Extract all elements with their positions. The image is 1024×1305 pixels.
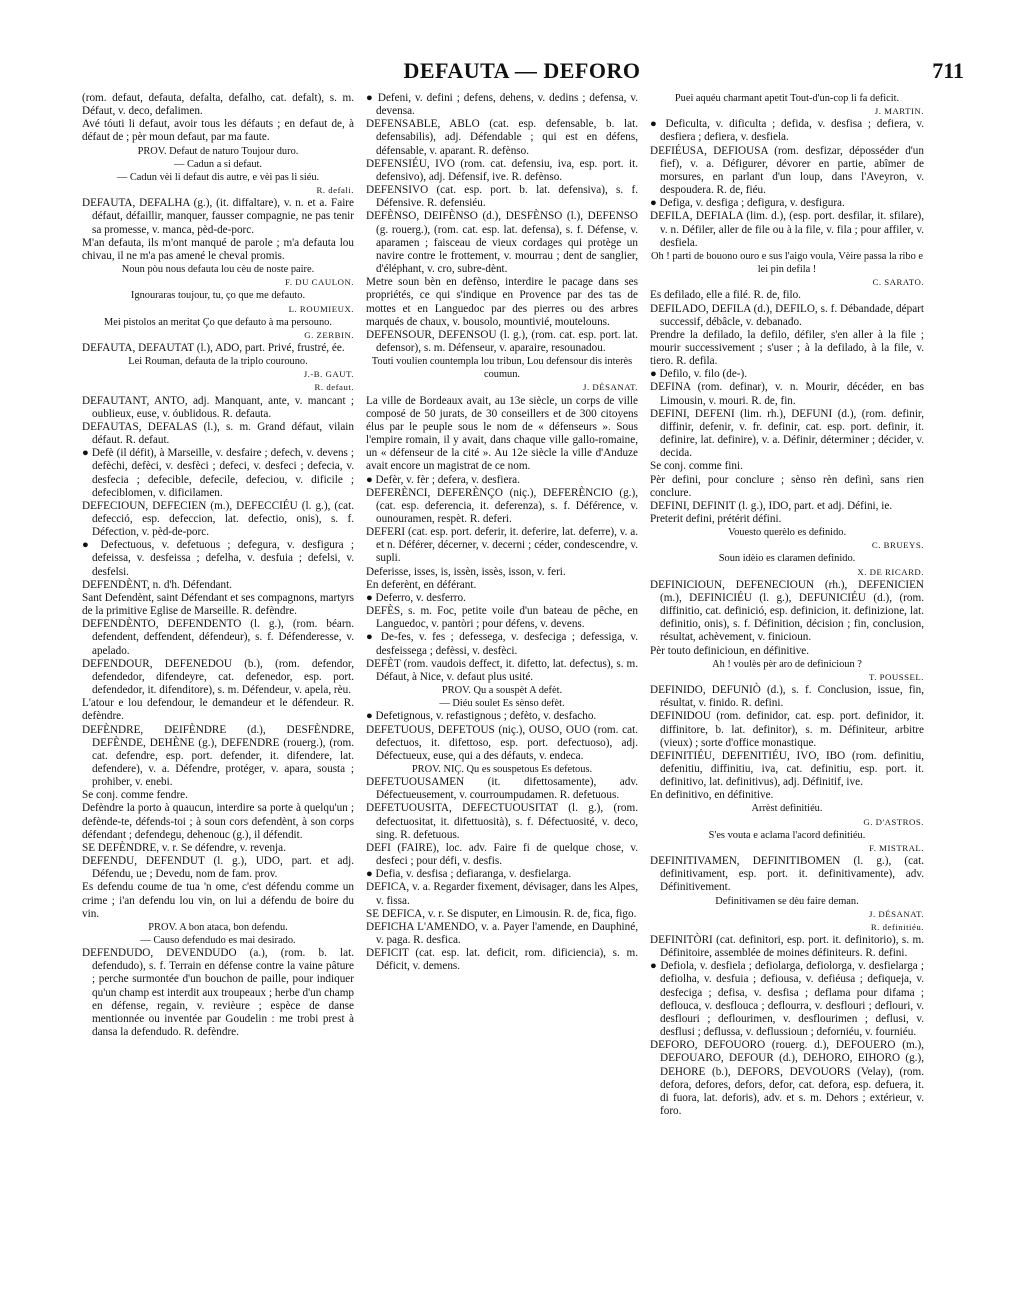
entry-paragraph: DEFICIT (cat. esp. lat. deficit, rom. dificiencia), s. m. Déficit, v. demens.	[366, 947, 638, 973]
entry-paragraph: Pèr defini, pour conclure ; sènso rèn definì, sans rien conclure.	[650, 473, 924, 499]
entry-paragraph: DEFENSIÉU, IVO (rom. cat. defensiu, iva, esp. port. it. defensivo), adj. Défensif, ive. R. defènso.	[366, 157, 638, 183]
entry-paragraph: DEFAUTA, DEFAUTAT (l.), ADO, part. Privé, frustré, ée.	[82, 341, 345, 354]
entry-paragraph: DEFINIDOU (rom. definidor, cat. esp. port. definidor, it. diffinitore, b. lat. definitor), s. m. Définiteur, arbitre (vieux) ; sorte d'office monastique.	[650, 710, 924, 749]
entry-paragraph: ● Defèr, v. fèr ; defera, v. desfiera.	[366, 473, 520, 486]
entry-paragraph: Se conj. comme fini.	[650, 460, 743, 473]
entry-paragraph: DEFERÈNCI, DEFERÈNÇO (niç.), DEFERÈNCIO (g.), (cat. esp. deferencia, it. deferenza), s. f. Déférence, v. ounouramen, respèt. R. deferi.	[366, 486, 638, 525]
entry-paragraph: DEFENSIVO (cat. esp. port. b. lat. defensiva), s. f. Défensive. R. defensiéu.	[366, 184, 638, 210]
entry-paragraph: Mei pistolos an meritat Ço que defauto à ma persouno.	[104, 316, 332, 328]
entry-paragraph: DEFETUOUSITA, DEFECTUOUSITAT (l. g.), (rom. defectuositat, it. difettuosità), s. f. Défectuosité, v. deco, sing. R. defetuous.	[366, 802, 638, 841]
page-number: 711	[932, 58, 964, 83]
text-column-1	[82, 92, 354, 1265]
entry-paragraph: R. defaut.	[314, 382, 354, 393]
entry-paragraph: DEFINA (rom. definar), v. n. Mourir, décéder, en bas Limousin, v. mouri. R. de, fin.	[650, 381, 924, 407]
entry-paragraph: S'es vouta e aclama l'acord definitiéu.	[708, 829, 866, 841]
entry-paragraph: C. SARATO.	[872, 277, 924, 288]
entry-paragraph: Preterit defini, prétérit défini.	[650, 513, 782, 525]
entry-paragraph: DEFAUTA, DEFALHA (g.), (it. diffaltare), v. n. et a. Faire défaut, défaillir, manquer, fausser compagnie, ne pas tenir sa promesse, v. manca, pèd-de-porc.	[82, 197, 354, 236]
entry-paragraph: ● De-fes, v. fes ; defessega, v. desfeciga ; defessiga, v. desfeissega ; defèssi, v. desfèci.	[366, 631, 638, 657]
entry-paragraph: Es defilado, elle a filé. R. de, filo.	[650, 289, 801, 302]
entry-paragraph: PROV. Qu a souspèt A defèt.	[441, 685, 563, 697]
entry-paragraph: ● Defeni, v. defini ; defens, dehens, v. dedins ; defensa, v. devensa.	[366, 92, 638, 118]
entry-paragraph: ● Defetignous, v. refastignous ; defèto, v. desfacho.	[366, 710, 597, 723]
entry-paragraph: DEFÈNDRE, DEIFÈNDRE (d.), DESFÈNDRE, DEFÈNDE, DEHÈNE (g.), DEFENDRE (rouerg.), (rom. cat. defendre, esp. port. defender, it. difendere, lat. defendere), v. a. Défendre, protéger, v. apara, sousta ; prohiber, v. enebi.	[82, 723, 354, 789]
entry-paragraph: Puei aquéu charmant apetit Tout-d'un-cop li fa deficit.	[674, 93, 900, 104]
entry-paragraph: DEFÈS, s. m. Foc, petite voile d'un bateau de pêche, en Languedoc, v. pantòri ; pour défens, v. devens.	[366, 605, 638, 631]
entry-paragraph: J. MARTIN.	[874, 106, 924, 117]
entry-paragraph: Metre soun bèn en defènso, interdire le pacage dans ses propriétés, ce qui s'indique en Provence par des tas de mottes et en Languedoc par des pierres ou des arbres marqués de chaux, v. bousolo, mountivié, moutelouns.	[366, 276, 638, 328]
entry-paragraph: — Causo defendudo es mai desirado.	[140, 935, 296, 946]
entry-paragraph: F. DU CAULON.	[285, 277, 354, 288]
entry-paragraph: DEFILADO, DEFILA (d.), DEFILO, s. f. Débandade, départ successif, débâcle, v. debanado.	[650, 302, 924, 328]
entry-paragraph: DEFENSOUR, DEFENSOU (l. g.), (rom. cat. esp. port. lat. defensor), s. m. Défenseur, v. aparaire, resounadou.	[366, 328, 638, 354]
entry-paragraph: DEFECIOUN, DEFECIEN (m.), DEFECCIÉU (l. g.), (cat. defecció, esp. defeccion, lat. defectio, onis), s. f. Défection, v. pèd-de-porc.	[82, 499, 354, 539]
page-header	[80, 58, 964, 90]
entry-paragraph: Es defendu coume de tua 'n ome, c'est défendu comme un crime ; i'an defendu lou vin, on lui a défendu de boire du vin.	[82, 881, 354, 920]
entry-paragraph: DEFINI, DEFENI (lim. rh.), DEFUNI (d.), (rom. definir, diffinir, defenir, v. fr. definir, cat. esp. port. definir, it. definire, lat. definire), v. a. Définir, déterminer ; décider, v. decida.	[650, 407, 924, 460]
entry-paragraph: Ah ! voulès pèr aro de definicioun ?	[712, 658, 862, 670]
entry-paragraph: — Cadun a si defaut.	[173, 158, 262, 170]
entry-paragraph: R. defali.	[316, 185, 354, 196]
entry-paragraph: T. POUSSEL.	[869, 671, 924, 682]
entry-paragraph: DEFILA, DEFIALA (lim. d.), (esp. port. desfilar, it. sfilare), v. n. Défiler, aller de file ou à la file, v. fila ; pour affiler, v. desfiela.	[650, 210, 924, 249]
entry-paragraph: L'atour e lou defendour, le demandeur et le défendeur. R. defèndre.	[82, 697, 354, 723]
entry-paragraph: X. DE RICARD.	[857, 566, 924, 577]
entry-paragraph: Soun idèio es claramen definido.	[718, 553, 856, 565]
entry-paragraph: ● Defilo, v. filo (de-).	[650, 368, 748, 381]
text-column-3	[650, 92, 924, 1265]
entry-paragraph: Arrèst definitiéu.	[751, 803, 823, 815]
entry-paragraph: DEFETUOUSAMEN (it. difettosamente), adv. Défectueusement, v. courroumpudamen. R. defetuous.	[366, 776, 638, 802]
entry-paragraph: Vouesto querèlo es definido.	[727, 527, 847, 539]
entry-paragraph: (rom. defaut, defauta, defalta, defalho, cat. defalt), s. m. Défaut, v. deco, defalimen.	[82, 92, 354, 118]
entry-paragraph: F. MISTRAL.	[869, 842, 924, 853]
entry-paragraph: DEFETUOUS, DEFETOUS (niç.), OUSO, OUO (rom. cat. defectuos, it. difettoso, esp. port. defectuoso), adj. Défectueux, euse, qui a des défauts, v. endeca.	[366, 723, 638, 762]
entry-paragraph: Oh ! parti de bouono ouro e sus l'aigo voula, Vèire passa la ribo e lei pin defila !	[650, 250, 924, 276]
entry-paragraph: J. DÉSANAT.	[583, 382, 638, 393]
entry-paragraph: La ville de Bordeaux avait, au 13e siècle, un corps de ville composé de 50 jurats, de 30 conseillers et de 300 citoyens élus par le peuple sous le nom de « défenseurs ». Sous l'empire romain, il y avait, dans chaque ville gallo-romaine, un « défenseur de la cité ». Au 12e siècle la ville d'Anduze avait encore un magistrat de ce nom.	[366, 394, 638, 473]
text-column-2	[366, 92, 638, 1265]
entry-paragraph: Definitivamen se dèu faire deman.	[715, 895, 859, 907]
entry-paragraph: Deferisse, isses, is, issèn, issès, isson, v. feri.	[366, 565, 566, 578]
entry-paragraph: G. ZERBIN.	[304, 329, 354, 340]
running-head: DEFAUTA — DEFORO	[403, 58, 641, 83]
entry-paragraph: DEFERI (cat. esp. port. deferir, it. deferire, lat. deferre), v. a. et n. Déférer, décerner, v. decerni ; céder, condescendre, v. supli.	[366, 526, 638, 565]
entry-paragraph: DEFÈNSO, DEIFÈNSO (d.), DESFÈNSO (l.), DEFENSO (g. rouerg.), (rom. cat. esp. lat. defensa), s. f. Défense, v. aparamen ; faisceau de vieux cordages qui protège un navire contre le frottement, v. mourrau ; dent de sanglier, d'éléphant, v. cro, subre-dènt.	[366, 210, 638, 276]
entry-paragraph: Se conj. comme fendre.	[82, 789, 188, 802]
entry-paragraph: DEFINICIOUN, DEFENECIOUN (rh.), DEFENICIEN (m.), DEFINICIÉU (l. g.), DEFUNICIÉU (d.), (rom. diffinitio, cat. definició, esp. definicion, it. definizione, lat. definitio, onis), s. f. Définition, décision ; fin, conclusion, résultat, achèvement, v. finicioun.	[650, 578, 924, 644]
entry-paragraph: ● Deferro, v. desferro.	[366, 591, 466, 604]
entry-paragraph: DEFINIDO, DEFUNIÒ (d.), s. f. Conclusion, issue, fin, résultat, v. finido. R. defini.	[650, 684, 924, 710]
entry-paragraph: DEFENDÈNT, n. d'h. Défendant.	[82, 578, 233, 591]
entry-paragraph: L. ROUMIEUX.	[288, 303, 354, 314]
entry-paragraph: Sant Defendènt, saint Défendant et ses compagnons, martyrs de la primitive Eglise de Marseille. R. defèndre.	[82, 591, 354, 618]
entry-paragraph: J.-B. GAUT.	[303, 369, 354, 380]
entry-paragraph: DEFINITIÉU, DEFENITIÉU, IVO, IBO (rom. definitiu, defenitiu, diffinitiu, iva, cat. definitiu, esp. port. it. definitivo, lat. definitivus), adj. Définitif, ive.	[650, 749, 924, 789]
entry-paragraph: ● Deficulta, v. dificulta ; defida, v. desfisa ; defiera, v. desfiera ; defiera, v. desfiela.	[650, 118, 924, 144]
entry-paragraph: DEFIÉUSA, DEFIOUSA (rom. desfizar, déposséder d'un fief), v. a. Défigurer, dévorer en partie, abîmer de morsures, en parlant d'un loup, dans l'Aveyron, v. despoudera. R. de, fiéu.	[650, 144, 924, 197]
entry-paragraph: Ignouraras toujour, tu, ço que me defauto.	[130, 290, 306, 302]
entry-paragraph: Prendre la defilado, la defilo, défiler, s'en aller à la file ; mourir successivement ; s'user ; à la defilado, à la file, v. tiero. R. defila.	[650, 328, 924, 368]
entry-paragraph: PROV. A bon ataca, bon defendu.	[148, 921, 288, 933]
entry-paragraph: DEFINITÒRI (cat. definitori, esp. port. it. definitorio), s. m. Définitoire, assemblée de moines définiteurs. R. defini.	[650, 934, 924, 960]
entry-paragraph: — Cadun vèi li defaut dis autre, e vèi pas li siéu.	[116, 171, 320, 183]
entry-paragraph: ● Defiola, v. desfiela ; defiolarga, defiolorga, v. desfielarga ; defiolha, v. desfuia ; defiousa, v. defiéusa ; defiqueja, v. desfeciga ; defisa, v. desfisa ; deflama pour difama ; deflouca, v. desflouca ; deflourra, v. desflouri ; deflouri, v. desflouri ; deflourimen, v. desflourimen ; deflusi, v. desflusi ; deflussa, v. deflussioun ; deforniéu, v. fourniéu.	[650, 960, 924, 1039]
entry-paragraph: DEFAUTANT, ANTO, adj. Manquant, ante, v. mancant ; oublieux, euse, v. óublidous. R. defauta.	[82, 394, 354, 420]
entry-paragraph: Noun pòu nous defauta lou cèu de noste paire.	[121, 264, 315, 276]
entry-paragraph: ● Defè (il défit), à Marseille, v. desfaire ; defech, v. devens ; defèchi, defèci, v. desfèci ; defeci, v. desfeci ; defecia, v. desfecia ; defecible, defecile, defeciou, v. dificile ; defeciblomen, v. dificilamen.	[82, 447, 354, 499]
entry-paragraph: Defèndre la porto à quaucun, interdire sa porte à quelqu'un ; defènde-te, défends-toi ; à soun cors defendènt, à son corps défendant ; defendegu, dehenouc (g.), il défendit.	[82, 802, 354, 841]
entry-paragraph: G. D'ASTROS.	[863, 816, 924, 827]
entry-paragraph: DEFENDU, DEFENDUT (l. g.), UDO, part. et adj. Défendu, ue ; Devedu, nom de fam. prov.	[82, 855, 354, 881]
entry-paragraph: DEFENSABLE, ABLO (cat. esp. defensable, b. lat. defensabilis), adj. Défendable ; qui est en défens, défensable, v. aparant. R. defènso.	[366, 118, 638, 157]
entry-paragraph: DEFENDUDO, DEVENDUDO (a.), (rom. b. lat. defendudo), s. f. Terrain en défense contre la vaine pâture ; perche surmontée d'un bouchon de paille, pour indiquer qu'un champ est interdit aux troupeaux ; herbe d'un champ en défense, regain, v. revièure ; espèce de danse mentionnée ou inventée par Goudelin : me trobi prest à dansa la defendudo. R. defèndre.	[82, 947, 354, 1039]
entry-paragraph: En definitivo, en définitive.	[650, 789, 774, 802]
entry-paragraph: DEFENDOUR, DEFENEDOU (b.), (rom. defendor, defendedor, difendeyre, cat. defenedor, esp. port. defendedor, it. difenditore), s. m. Défendeur, v. apela, rèu.	[82, 657, 354, 697]
entry-paragraph: J. DÉSANAT.	[869, 908, 924, 919]
entry-paragraph: PROV. NIÇ. Qu es souspetous Es defetous.	[411, 763, 593, 775]
entry-paragraph: DEFENDÈNTO, DEFENDENTO (l. g.), (rom. béarn. defendent, deffendent, défendeur), s. f. Défenderesse, v. apelado.	[82, 618, 354, 657]
entry-paragraph: En deferènt, en déférant.	[366, 578, 477, 591]
entry-paragraph: DEFICHA L'AMENDO, v. a. Payer l'amende, en Dauphiné, v. paga. R. desfica.	[366, 920, 638, 946]
entry-paragraph: DEFÈT (rom. vaudois deffect, it. difetto, lat. defectus), s. m. Défaut, à Nice, v. defaut plus usité.	[366, 657, 638, 683]
entry-paragraph: SE DEFÈNDRE, v. r. Se défendre, v. revenja.	[82, 841, 286, 854]
entry-paragraph: C. BRUEYS.	[871, 540, 924, 551]
entry-paragraph: R. definitiéu.	[870, 921, 924, 932]
entry-paragraph: M'an defauta, ils m'ont manqué de parole ; m'a defauta lou chivau, il ne m'a pas amené le cheval promis.	[82, 236, 354, 262]
entry-paragraph: ● Defia, v. desfisa ; defiaranga, v. desfielarga.	[366, 868, 572, 881]
entry-paragraph: PROV. Defaut de naturo Toujour duro.	[137, 145, 299, 157]
entry-paragraph: ● Defiga, v. desfiga ; defigura, v. desfigura.	[650, 197, 845, 210]
entry-paragraph: Touti voulien countempla lou tribun, Lou defensour dis interès coumun.	[371, 356, 633, 381]
entry-paragraph: Pèr touto definicioun, en définitive.	[650, 644, 810, 657]
entry-paragraph: Avé tóuti li defaut, avoir tous les défauts ; en defaut de, à défaut de ; pèr moun defaut, par ma faute.	[82, 118, 354, 144]
entry-paragraph: ● Defectuous, v. defetuous ; defegura, v. desfigura ; defeissa, v. desfeissa ; defelha, v. desfuia ; defelsi, v. desfelsi.	[82, 539, 354, 578]
entry-paragraph: SE DEFICA, v. r. Se disputer, en Limousin. R. de, fica, figo.	[366, 907, 637, 920]
entry-paragraph: Lei Rouman, defauta de la triplo courouno.	[128, 356, 308, 368]
entry-paragraph: DEFI (FAIRE), loc. adv. Faire fi de quelque chose, v. desfeci ; pour défi, v. desfis.	[366, 841, 638, 868]
entry-paragraph: DEFICA, v. a. Regarder fixement, dévisager, dans les Alpes, v. fissa.	[366, 881, 638, 907]
entry-paragraph: DEFAUTAS, DEFALAS (l.), s. m. Grand défaut, vilain défaut. R. defaut.	[82, 420, 354, 447]
entry-paragraph: — Diéu soulet Es sènso defèt.	[439, 698, 565, 710]
entry-paragraph: DEFINI, DEFINIT (l. g.), IDO, part. et adj. Défini, ie.	[650, 499, 893, 512]
entry-paragraph: DEFINITIVAMEN, DEFINITIBOMEN (l. g.), (cat. definitivament, esp. port. it. definitivamente), adv. Définitivement.	[650, 855, 924, 894]
entry-paragraph: DEFORO, DEFOUORO (rouerg. d.), DEFOUERO (m.), DEFOUARO, DEFOUR (d.), DEHORO, EIHORO (g.), DEHORE (b.), DEFORS, DEVOUORS (Velay), (rom. defora, defores, defors, defor, cat. defora, esp. defuera, it. di fuora, lat. deforis), adv. et s. m. Dehors ; extérieur, v. foro.	[650, 1039, 924, 1118]
